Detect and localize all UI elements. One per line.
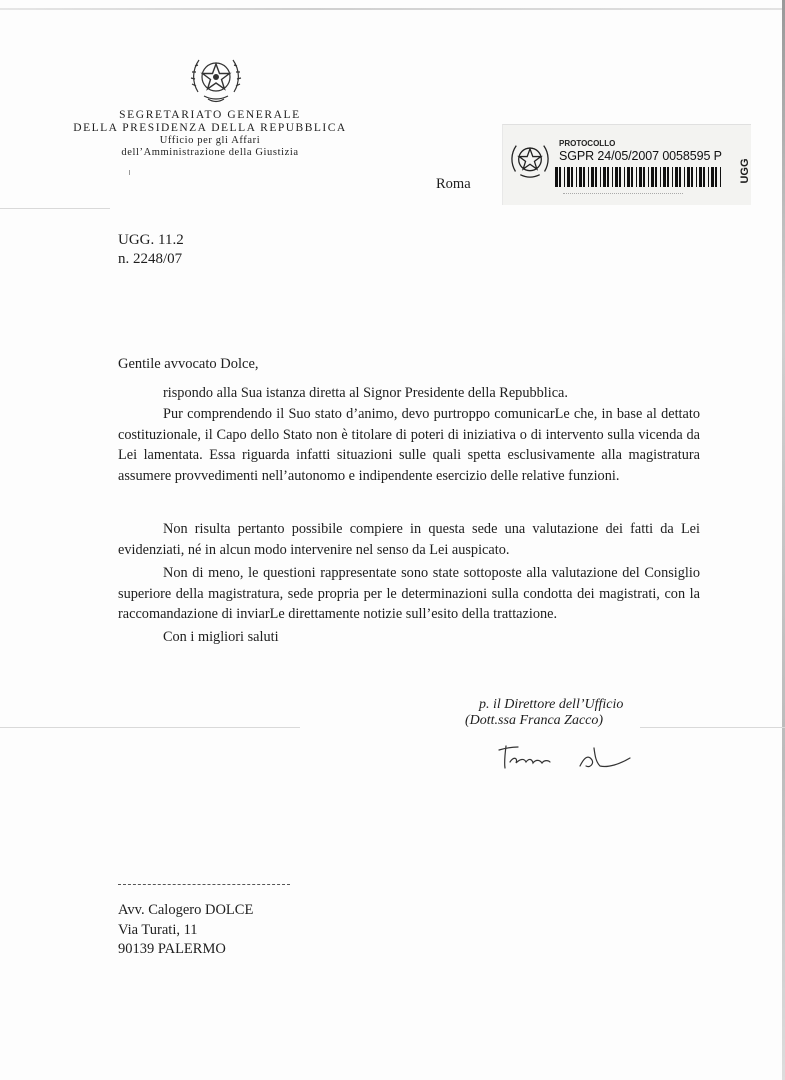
reference-number: n. 2248/07 [118, 251, 183, 267]
separator-line [118, 884, 290, 885]
republic-emblem-icon [190, 52, 242, 106]
barcode-bar [579, 167, 582, 187]
letterhead-line: SEGRETARIATO GENERALE [119, 109, 301, 121]
barcode-bar [667, 167, 669, 187]
recipient-name: Avv. Calogero DOLCE [118, 902, 254, 918]
barcode-bar [679, 167, 681, 187]
barcode-bar [588, 167, 589, 187]
barcode-bar [663, 167, 666, 187]
recipient-street: Via Turati, 11 [118, 922, 198, 938]
signatory-role: p. il Direttore dell’Ufficio [479, 697, 624, 712]
barcode-bar [643, 167, 645, 187]
letter-paragraph: Non risulta pertanto possibile compiere in questa sede una valutazione dei fatti da Lei evidenziati, né in alcun modo intervenire nel senso da Lei auspicato. [118, 521, 700, 558]
republic-emblem-icon [509, 139, 551, 183]
barcode-bar [648, 167, 649, 187]
barcode-bar [720, 167, 721, 187]
letter-paragraph: Pur comprendendo il Suo stato d’animo, devo purtroppo comunicarLe che, in base al dettato costituzionale, il Capo dello Stato non è titolare di poteri di iniziativa o di intervento sulla vicenda da Lei lamentata. Essa riguarda infatti situazioni sulle quali spetta esclusivamente alla magistratura assumere provvedimenti nell’autonomo e indipendente esercizio delle relative funzioni. [118, 406, 700, 484]
barcode-bar [595, 167, 597, 187]
barcode-bar [675, 167, 678, 187]
scan-edge-top [0, 8, 785, 10]
barcode-bar [603, 167, 606, 187]
stamp-dotted-line [563, 193, 683, 197]
barcode-bar [555, 167, 558, 187]
barcode-bar [627, 167, 630, 187]
recipient-city: 90139 PALERMO [118, 941, 226, 957]
barcode-bar [564, 167, 565, 187]
letterhead-line: DELLA PRESIDENZA DELLA REPUBBLICA [73, 122, 347, 134]
barcode-bar [619, 167, 621, 187]
barcode-bar [699, 167, 702, 187]
barcode-bar [660, 167, 661, 187]
barcode-bar [708, 167, 709, 187]
scan-artifact-line [0, 208, 110, 209]
barcode-bar [651, 167, 654, 187]
barcode-bar [636, 167, 637, 187]
barcode-bar [691, 167, 693, 187]
letterhead-line: dell’Amministrazione della Giustizia [121, 147, 299, 158]
closing: Con i migliori saluti [163, 629, 279, 645]
barcode-bar [567, 167, 570, 187]
barcode-bar [703, 167, 705, 187]
letter-paragraph: rispondo alla Sua istanza diretta al Signor Presidente della Repubblica. [163, 385, 568, 401]
barcode-bar [583, 167, 585, 187]
barcode-bar [624, 167, 625, 187]
stamp-side-code: UGG [739, 158, 751, 184]
barcode-bar [576, 167, 577, 187]
handwritten-signature [496, 738, 646, 778]
barcode-bar [687, 167, 690, 187]
barcode-bar [696, 167, 697, 187]
barcode [555, 167, 723, 187]
protocol-stamp [502, 124, 751, 205]
barcode-bar [631, 167, 633, 187]
letter-paragraph: Non di meno, le questioni rappresentate sono state sottoposte alla valutazione del Consiglio superiore della magistratura, sede propria per le determinazioni sulla condotta dei magistrati, con la raccomandazione di inviarLe direttamente notizie sull’esito della trattazione. [118, 565, 700, 622]
barcode-bar [715, 167, 717, 187]
scan-mark [129, 170, 130, 175]
signatory-name: (Dott.ssa Franca Zacco) [465, 713, 604, 728]
barcode-bar [672, 167, 673, 187]
reference-code: UGG. 11.2 [118, 232, 184, 248]
barcode-bar [612, 167, 613, 187]
barcode-bar [607, 167, 609, 187]
scan-artifact-line [0, 727, 300, 728]
barcode-bar [591, 167, 594, 187]
place-label: Roma [436, 176, 471, 192]
barcode-bar [571, 167, 573, 187]
barcode-bar [684, 167, 685, 187]
barcode-bar [559, 167, 561, 187]
letterhead-line: Ufficio per gli Affari [159, 135, 261, 146]
protocol-number: SGPR 24/05/2007 0058595 P [559, 149, 722, 163]
salutation: Gentile avvocato Dolce, [118, 356, 259, 372]
barcode-bar [615, 167, 618, 187]
stamp-label: PROTOCOLLO [559, 139, 616, 148]
barcode-bar [639, 167, 642, 187]
barcode-bar [600, 167, 601, 187]
barcode-bar [711, 167, 714, 187]
barcode-bar [655, 167, 657, 187]
